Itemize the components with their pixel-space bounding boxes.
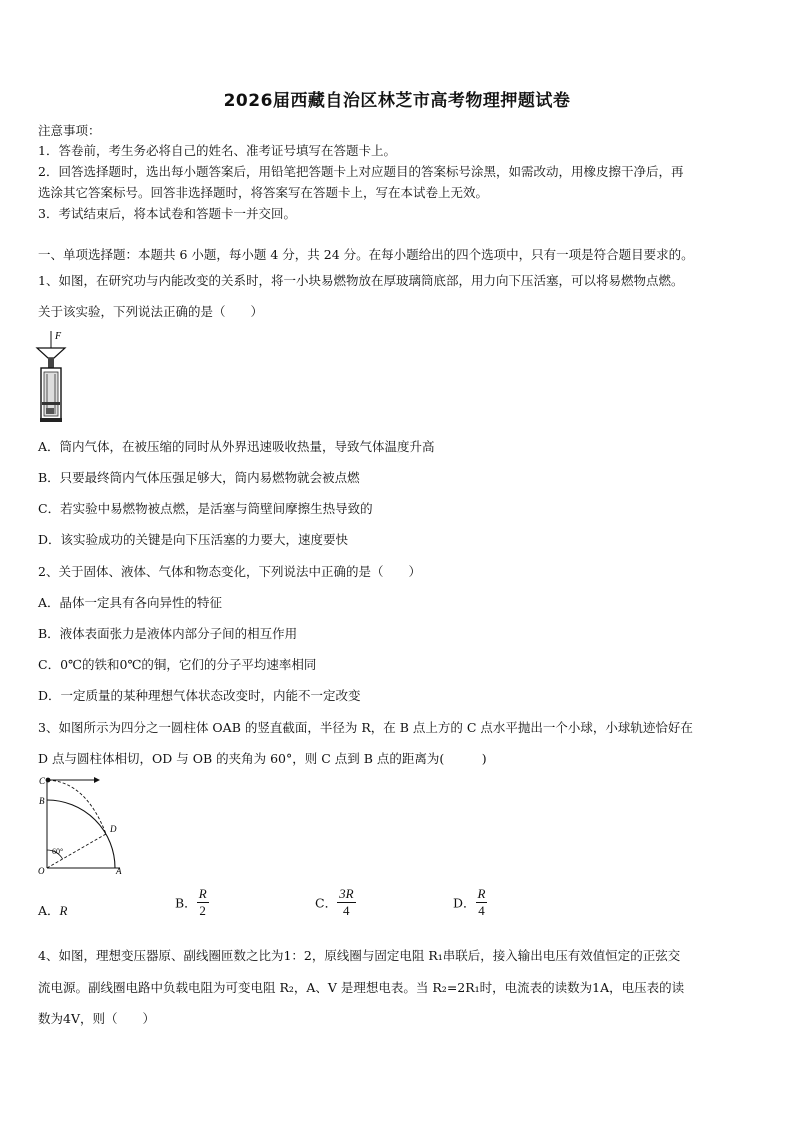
label-angle: 60°: [52, 847, 64, 856]
q3-quarter-circle-figure: [36, 772, 128, 876]
notice-heading: 注意事项：: [38, 123, 101, 138]
q3-option-a-prefix: A．: [38, 903, 60, 918]
q3-option-b-prefix: B．: [175, 895, 197, 911]
q4-stem-line2: 流电源。副线圈电路中负载电阻为可变电阻 R₂，A、V 是理想电表。当 R₂=2R₁时，电流表的读数为1A，电压表的读: [38, 980, 685, 995]
q3-option-b-fraction: [197, 886, 209, 919]
q3-option-c: [315, 886, 356, 919]
q3-option-c-denominator: 4: [343, 903, 350, 918]
q1-stem-line2: 关于该实验，下列说法正确的是（ ）: [38, 304, 264, 319]
q2-option-b: B．液体表面张力是液体内部分子间的相互作用: [38, 626, 298, 641]
q3-option-b-numerator: R: [198, 886, 207, 901]
label-o: O: [38, 866, 45, 876]
q1-piston-figure: [34, 328, 70, 424]
q3-option-d-fraction: [476, 886, 488, 919]
q3-option-b: [175, 886, 209, 919]
q1-option-b: B．只要最终筒内气体压强足够大，筒内易燃物就会被点燃: [38, 470, 360, 485]
q3-stem-line1: 3、如图所示为四分之一圆柱体 OAB 的竖直截面，半径为 R，在 B 点上方的 C 点水平抛出一个小球，小球轨迹恰好在: [38, 720, 693, 735]
label-a: A: [116, 866, 122, 876]
q2-option-a: A．晶体一定具有各向异性的特征: [38, 595, 223, 610]
q3-option-d-prefix: D．: [453, 895, 476, 911]
page-title: 2026届西藏自治区林芝市高考物理押题试卷: [223, 91, 571, 111]
q3-option-c-prefix: C．: [315, 895, 338, 911]
label-d: D: [110, 824, 117, 834]
force-label: F: [55, 331, 62, 342]
notice-item-1: 1．答卷前，考生务必将自己的姓名、准考证号填写在答题卡上。: [38, 143, 396, 158]
q3-option-a: [38, 901, 67, 919]
q3-option-a-value: R: [59, 903, 68, 918]
q3-option-c-fraction: [337, 886, 355, 919]
q2-stem: 2、关于固体、液体、气体和物态变化，下列说法中正确的是（ ）: [38, 564, 421, 579]
q1-option-d: D．该实验成功的关键是向下压活塞的力要大，速度要快: [38, 532, 349, 547]
label-b: B: [39, 796, 45, 806]
q3-option-d: [453, 886, 487, 919]
notice-item-2b: 选涂其它答案标号。回答非选择题时，将答案写在答题卡上，写在本试卷上无效。: [38, 185, 489, 200]
notice-item-2a: 2．回答选择题时，选出每小题答案后，用铅笔把答题卡上对应题目的答案标号涂黑，如需改动，用橡皮擦干净后，再: [38, 164, 684, 179]
q4-stem-line1: 4、如图，理想变压器原、副线圈匝数之比为1：2，原线圈与固定电阻 R₁串联后，接入输出电压有效值恒定的正弦交: [38, 948, 681, 963]
q3-option-b-denominator: 2: [199, 903, 206, 918]
q1-option-c: C．若实验中易燃物被点燃，是活塞与筒壁间摩擦生热导致的: [38, 501, 373, 516]
q3-option-d-denominator: 4: [478, 903, 485, 918]
label-c: C: [39, 776, 46, 786]
q4-stem-line3: 数为4V，则（ ）: [38, 1011, 155, 1026]
q3-option-d-numerator: R: [477, 886, 486, 901]
notice-item-3: 3．考试结束后，将本试卷和答题卡一并交回。: [38, 206, 296, 221]
q1-stem-line1: 1、如图，在研究功与内能改变的关系时，将一小块易燃物放在厚玻璃筒底部，用力向下压活塞，可以将易燃物点燃。: [38, 273, 684, 288]
q3-stem-line2: D 点与圆柱体相切，OD 与 OB 的夹角为 60°，则 C 点到 B 点的距离为( ): [38, 751, 487, 766]
q1-option-a: A．筒内气体，在被压缩的同时从外界迅速吸收热量，导致气体温度升高: [38, 439, 435, 454]
q3-option-c-numerator: 3R: [339, 886, 354, 901]
q2-option-c: C．0℃的铁和0℃的铜，它们的分子平均速率相同: [38, 657, 317, 672]
section-heading: 一、单项选择题：本题共 6 小题，每小题 4 分，共 24 分。在每小题给出的四个选项中，只有一项是符合题目要求的。: [38, 247, 694, 262]
q2-option-d: D．一定质量的某种理想气体状态改变时，内能不一定改变: [38, 688, 361, 703]
